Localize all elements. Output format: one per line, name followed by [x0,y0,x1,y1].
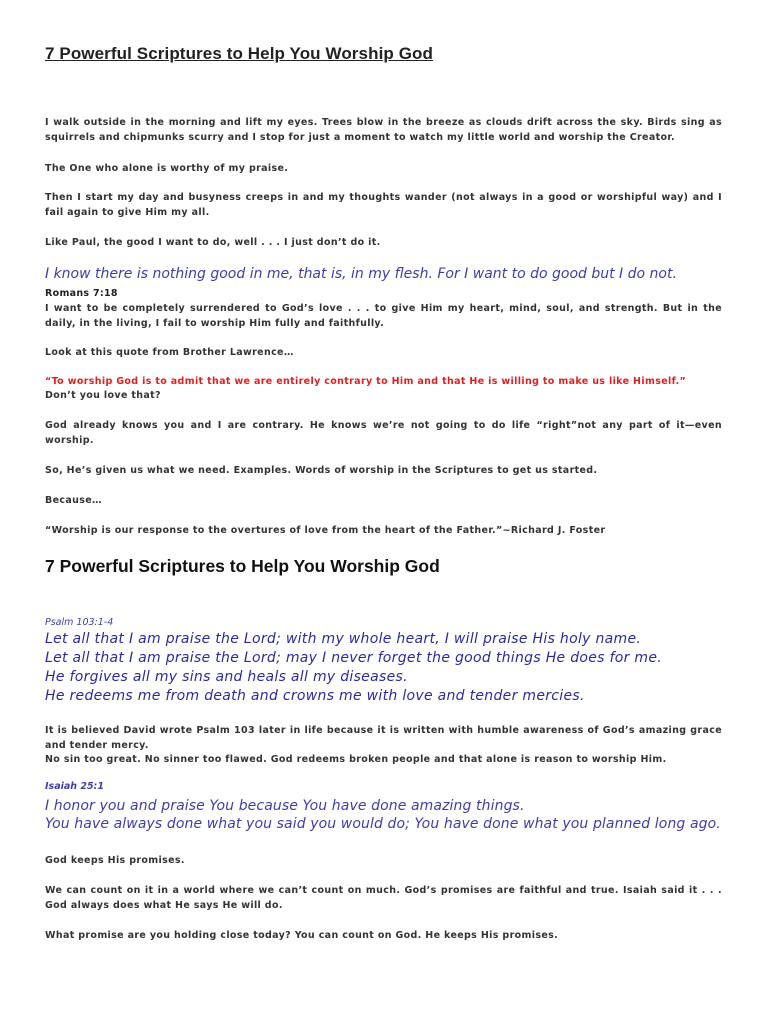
paragraph-examples: So, He’s given us what we need. Examples. Words of worship in the Scriptures to get us started. [45,465,598,476]
paragraph-david: It is believed David wrote Psalm 103 later in life because it is written with humble awareness of God’s amazing grace and tender mercy. [45,725,722,751]
paragraph-lawrence: Look at this quote from Brother Lawrence… [45,347,294,358]
psalm-line: He forgives all my sins and heals all my diseases. [45,669,408,685]
psalm-line: Let all that I am praise the Lord; with my whole heart, I will praise His holy name. [45,631,642,647]
paragraph-promises: God keeps His promises. [45,855,185,866]
psalm-passage [45,630,722,706]
psalm-line: He redeems me from death and crowns me with love and tender mercies. [45,688,585,704]
paragraph-count-on-it: We can count on it in a world where we can’t count on much. God’s promises are faithful and true. Isaiah said it . . . God always does what He says He will do. [45,885,722,911]
isaiah-line: I honor you and praise You because You have done amazing things. [45,798,525,814]
isaiah-reference: Isaiah 25:1 [45,781,104,792]
psalm-reference: Psalm 103:1-4 [45,617,114,628]
scripture-quote-text: I know there is nothing good in me, that is, in my flesh. For I want to do good but I do not. [45,266,677,282]
scripture-reference: Romans 7:18 [45,288,118,299]
page-title: 7 Powerful Scriptures to Help You Worship God [45,44,433,63]
section-heading: 7 Powerful Scriptures to Help You Worship God [45,556,440,576]
paragraph-closing: What promise are you holding close today? You can count on God. He keeps His promises. [45,930,559,941]
scripture-quote-romans [45,265,722,303]
psalm-line: Let all that I am praise the Lord; may I never forget the good things He does for me. [45,650,663,666]
paragraph-surrender: I want to be completely surrendered to God’s love . . . to give Him my heart, mind, soul, and strength. But in the daily, in the living, I fail to worship Him fully and faithfully. [45,303,722,329]
paragraph-busyness: Then I start my day and busyness creeps in and my thoughts wander (not always in a good or worshipful way) and I fail again to give Him my all. [45,192,722,218]
paragraph-foster-quote: “Worship is our response to the overtures of love from the heart of the Father.”~Richard J. Foster [45,525,606,536]
paragraph-love-that: Don’t you love that? [45,390,161,401]
paragraph-contrary: God already knows you and I are contrary. He knows we’re not going to do life “right”not any part of it—even worship. [45,420,722,446]
isaiah-line: You have always done what you said you would do; You have done what you planned long ago. [45,816,721,832]
paragraph-worthy: The One who alone is worthy of my praise. [45,163,289,174]
highlighted-quote: “To worship God is to admit that we are entirely contrary to Him and that He is willing to make us like Himself.” [45,376,687,387]
paragraph-no-sin: No sin too great. No sinner too flawed. God redeems broken people and that alone is reason to worship Him. [45,754,667,765]
paragraph-intro: I walk outside in the morning and lift my eyes. Trees blow in the breeze as clouds drift across the sky. Birds sing as squirrels and chipmunks scurry and I stop for just a moment to watch my little world and worship the Creator. [45,117,722,143]
paragraph-paul: Like Paul, the good I want to do, well . . . I just don’t do it. [45,237,381,248]
isaiah-passage [45,797,722,833]
paragraph-because: Because… [45,495,102,506]
